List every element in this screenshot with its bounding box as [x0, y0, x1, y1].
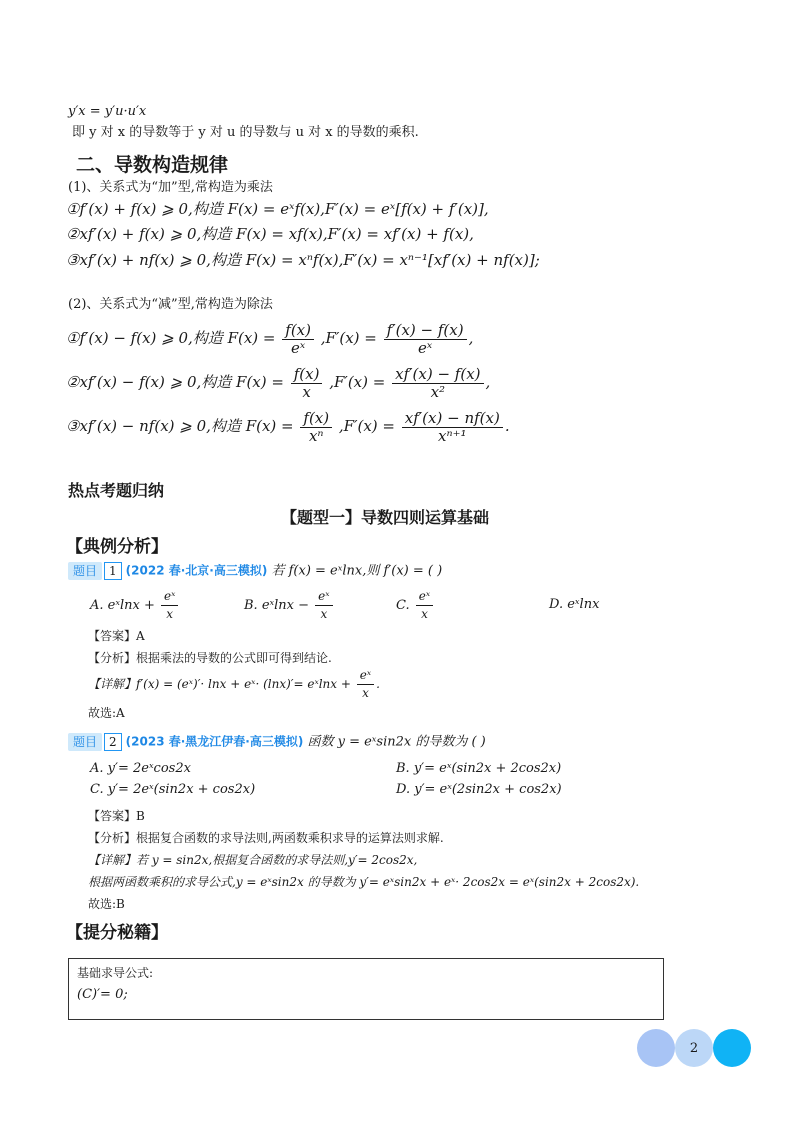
page-number-circle [675, 1029, 713, 1067]
q1-analysis: 【分析】根据乘法的导数的公式即可得到结论. [88, 651, 332, 665]
question-number: 1 [104, 562, 122, 580]
tips-title: 【提分秘籍】 [66, 923, 168, 943]
numerator: eˣ [416, 588, 433, 606]
decor-circle-right [713, 1029, 751, 1067]
numerator: f′(x) − f(x) [384, 322, 467, 340]
question-tag: 题目 [68, 733, 102, 751]
fraction [161, 588, 178, 623]
numerator: eˣ [315, 588, 332, 606]
question-source: (2022 春·北京·高三模拟) [125, 563, 268, 578]
denominator: x [166, 607, 174, 621]
denominator: x² [430, 382, 446, 401]
q2-stem-line [68, 733, 486, 751]
numerator: eˣ [161, 588, 178, 606]
denominator: xⁿ⁺¹ [438, 426, 467, 445]
sub-rule-2-mid: ,F′(x) = [329, 373, 386, 391]
sub-rule-2-end: , [485, 373, 491, 391]
decor-circle-left [637, 1029, 675, 1067]
add-rule-2: ②xf′(x) + f(x) ⩾ 0,构造 F(x) = xf(x),F′(x) = xf′(x) + f(x), [66, 225, 474, 243]
example-title: 【典例分析】 [66, 537, 168, 557]
q2-choose: 故选:B [88, 897, 125, 911]
fraction [392, 366, 483, 401]
numerator: f(x) [282, 322, 314, 340]
page-number: 2 [689, 1040, 699, 1056]
numerator: f(x) [291, 366, 323, 384]
sub-rule-1-end: , [468, 329, 474, 347]
sub-rule-2 [66, 364, 490, 401]
add-intro: (1)、关系式为“加”型,常构造为乘法 [68, 180, 273, 195]
option-b-text: B. eˣlnx − [244, 598, 310, 613]
sub-rule-3 [66, 408, 510, 445]
fraction [384, 322, 467, 357]
chain-rule-formula: y′x = y′u·u′x [68, 104, 147, 119]
option-a-text: A. eˣlnx + [90, 598, 155, 613]
add-rule-1: ①f′(x) + f(x) ⩾ 0,构造 F(x) = eˣf(x),F′(x) = eˣ[f(x) + f′(x)], [66, 200, 489, 218]
q1-option-c [396, 588, 435, 623]
q2-detail-1: 【详解】若 y = sin2x,根据复合函数的求导法则,y′= 2cos2x, [88, 853, 418, 867]
type1-title: 【题型一】导数四则运算基础 [281, 508, 490, 527]
add-rule-3: ③xf′(x) + nf(x) ⩾ 0,构造 F(x) = xⁿf(x),F′(x) = xⁿ⁻¹[xf′(x) + nf(x)]; [66, 251, 540, 269]
fraction [282, 322, 314, 357]
question-number: 2 [104, 733, 122, 751]
sub-rule-1-mid: ,F′(x) = [320, 329, 377, 347]
option-c-text: C. [396, 598, 410, 613]
q2-detail-2: 根据两函数乘积的求导公式,y = eˣsin2x 的导数为 y′= eˣsin2x + eˣ· 2cos2x = eˣ(sin2x + 2cos2x). [88, 875, 640, 889]
section-title: 二、导数构造规律 [76, 154, 229, 176]
fraction [291, 366, 323, 401]
fraction [402, 410, 503, 445]
numerator: eˣ [357, 667, 374, 685]
fraction [416, 588, 433, 623]
q2-analysis: 【分析】根据复合函数的求导法则,两函数乘积求导的运算法则求解. [88, 831, 444, 845]
numerator: f(x) [300, 410, 332, 428]
tip-line-1: 基础求导公式: [77, 966, 154, 980]
q1-option-d: D. eˣlnx [549, 597, 600, 612]
denominator: eˣ [291, 338, 306, 357]
q2-option-a: A. y′= 2eˣcos2x [90, 761, 191, 776]
q1-stem-line [68, 562, 442, 580]
sub-rule-2-pre: ②xf′(x) − f(x) ⩾ 0,构造 F(x) = [66, 373, 284, 391]
fraction [315, 588, 332, 623]
tip-box [68, 958, 664, 1020]
detail-text: 【详解】f′(x) = (eˣ)′· lnx + eˣ· (lnx)′= eˣlnx + [88, 677, 351, 691]
q2-option-c: C. y′= 2eˣ(sin2x + cos2x) [90, 782, 256, 797]
tip-line-2: (C)′= 0; [77, 987, 128, 1002]
question-stem: 若 f(x) = eˣlnx,则 f′(x) = ( ) [271, 563, 443, 579]
q2-answer: 【答案】B [88, 809, 145, 823]
sub-intro: (2)、关系式为“减”型,常构造为除法 [68, 297, 273, 312]
hot-topics-title: 热点考题归纳 [68, 481, 165, 500]
sub-rule-3-pre: ③xf′(x) − nf(x) ⩾ 0,构造 F(x) = [66, 417, 294, 435]
numerator: xf′(x) − nf(x) [402, 410, 503, 428]
denominator: x [320, 607, 328, 621]
question-tag: 题目 [68, 562, 102, 580]
question-stem: 函数 y = eˣsin2x 的导数为 ( ) [307, 734, 486, 750]
q1-detail [88, 666, 380, 702]
fraction [300, 410, 332, 445]
denominator: x [362, 686, 369, 700]
q2-option-b: B. y′= eˣ(sin2x + 2cos2x) [396, 761, 562, 776]
q1-option-b [244, 588, 335, 623]
sub-rule-3-mid: ,F′(x) = [338, 417, 395, 435]
numerator: xf′(x) − f(x) [392, 366, 483, 384]
sub-rule-3-end: . [504, 417, 510, 435]
denominator: eˣ [418, 338, 433, 357]
denominator: xⁿ [308, 426, 324, 445]
q1-option-a [90, 588, 180, 623]
fraction [357, 667, 374, 702]
denominator: x [421, 607, 428, 621]
sub-rule-1 [66, 320, 473, 357]
detail-end: . [376, 677, 380, 691]
q1-choose: 故选:A [88, 706, 125, 720]
question-source: (2023 春·黑龙江伊春·高三模拟) [125, 734, 304, 749]
sub-rule-1-pre: ①f′(x) − f(x) ⩾ 0,构造 F(x) = [66, 329, 276, 347]
denominator: x [302, 382, 311, 401]
q1-answer: 【答案】A [88, 629, 145, 643]
q2-option-d: D. y′= eˣ(2sin2x + cos2x) [396, 782, 562, 797]
chain-rule-explain: 即 y 对 x 的导数等于 y 对 u 的导数与 u 对 x 的导数的乘积. [72, 125, 419, 140]
